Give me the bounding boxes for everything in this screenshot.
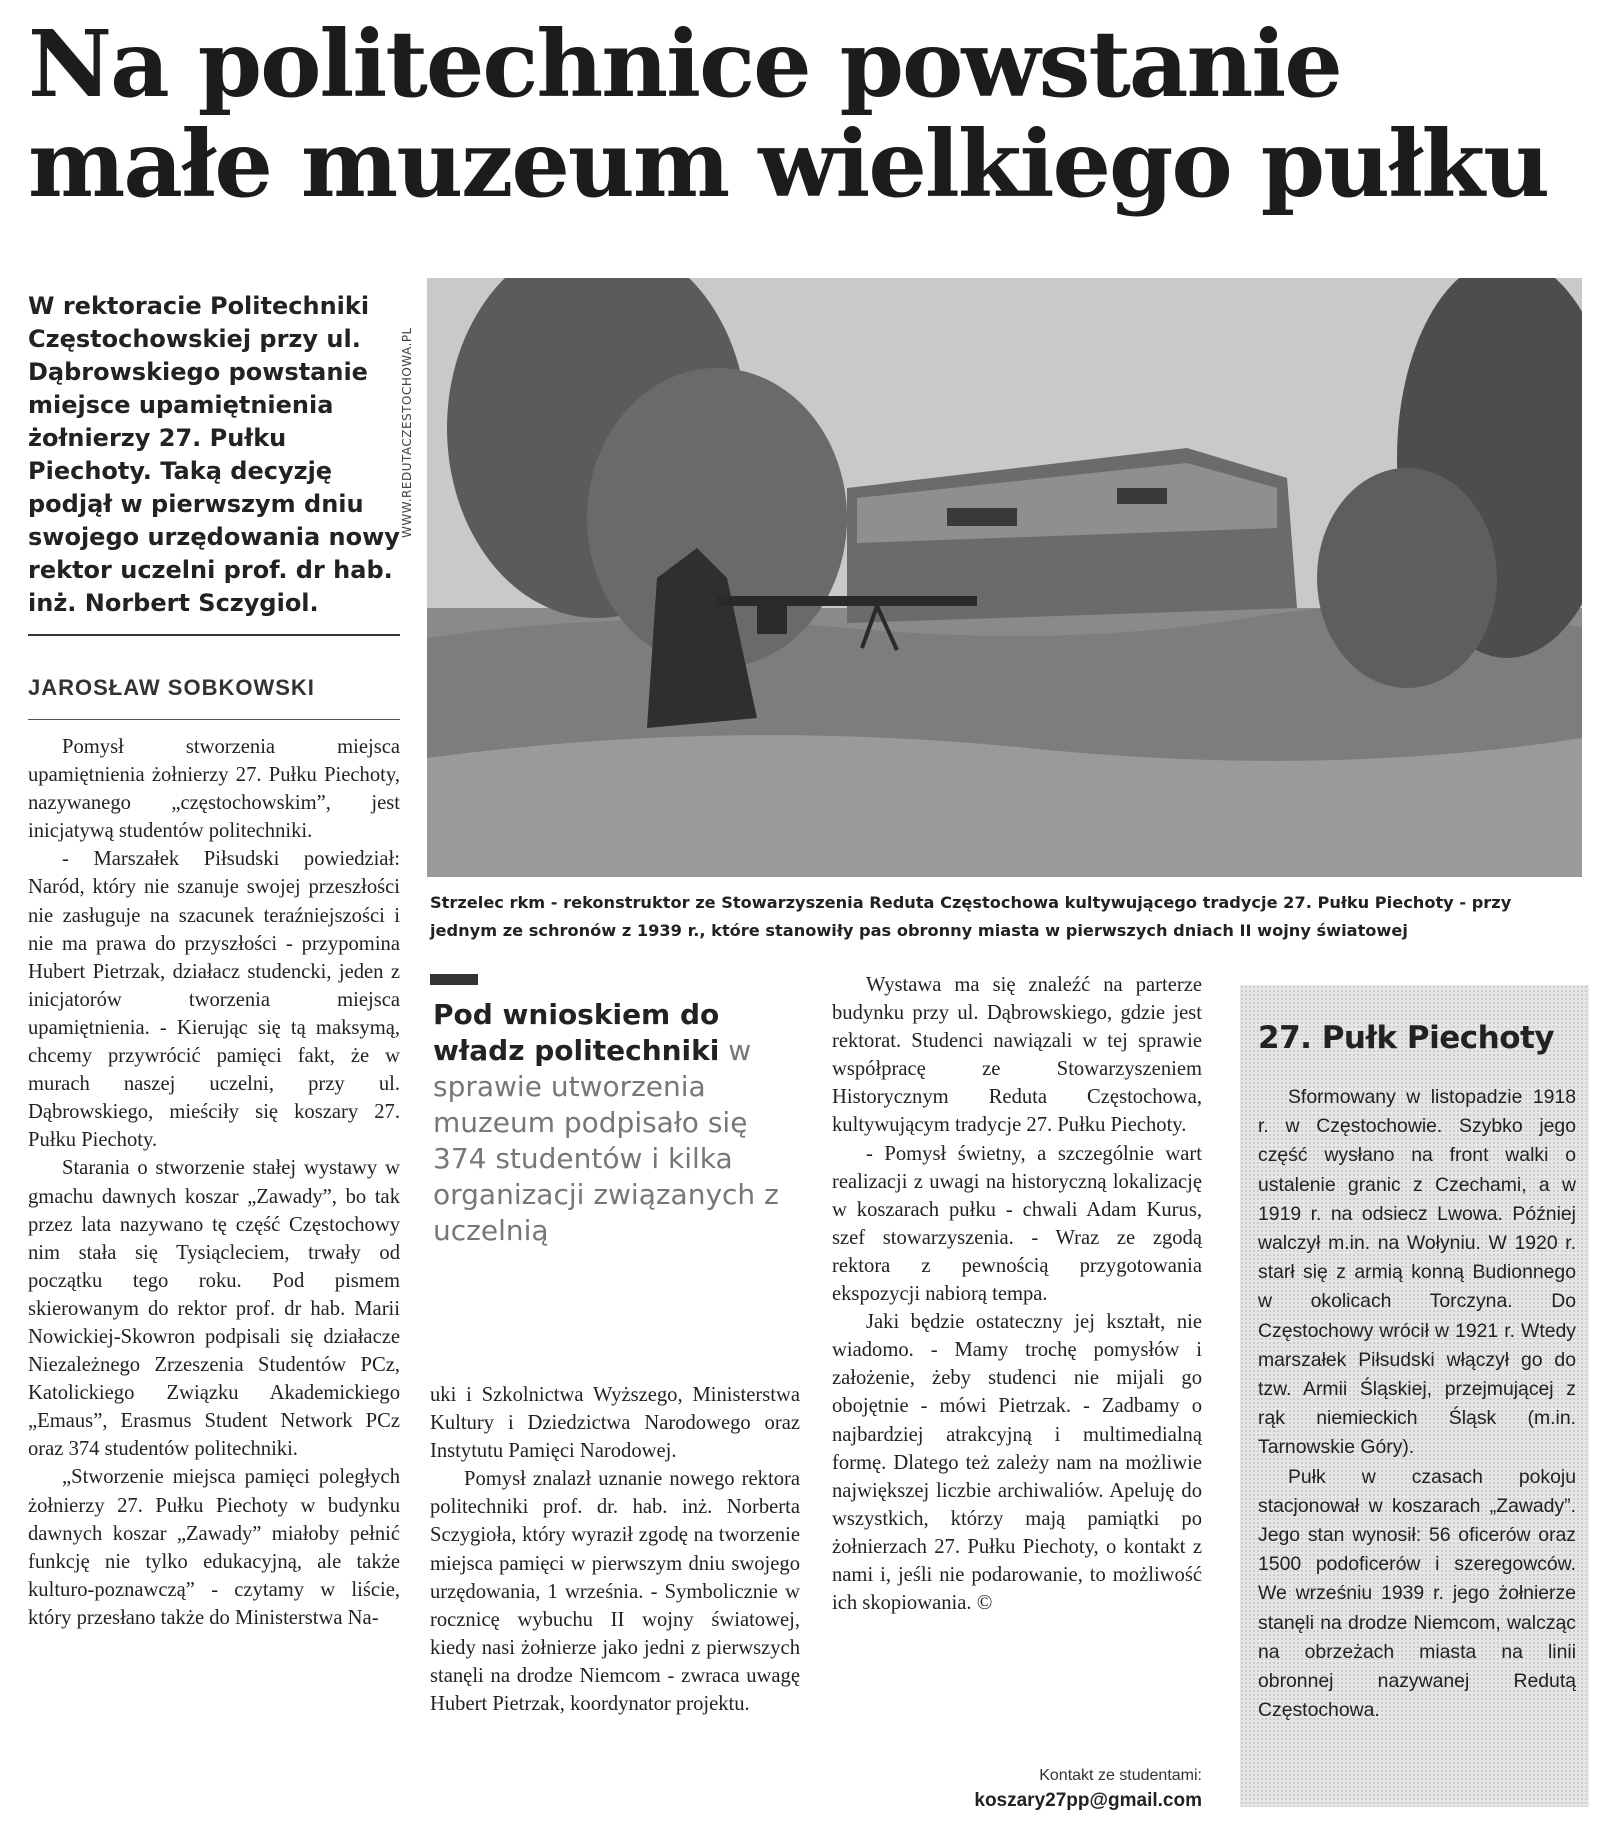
- pull-quote-rest: w sprawie utworzenia muzeum podpisało się 374 studentów i kilka organizacji związanych z uczelnią: [433, 1034, 779, 1247]
- sidebar-paragraph: Sformowany w listopadzie 1918 r. w Częstochowie. Szybko jego część wysłano na front walki o ustalenie granic z Czechami, a w 1919 r. na odsiecz Lwowa. Później walczył m.in. na Wołyniu. W 1920 r. starł się z armią konną Budionnego w okolicach Torczyna. Do Częstochowy wrócił w 1921 r. Wtedy marszałek Piłsudski włączył go do tzw. Armii Śląskiej, przejmującej z rąk niemieckich Śląsk (m.in. Tarnowskie Góry).: [1258, 1086, 1576, 1459]
- article-column-3: [832, 971, 1202, 1617]
- col1-paragraph: Pomysł stworzenia miejsca upamiętnienia żołnierzy 27. Pułku Piechoty, nazywanego „częstochowskim”, jest inicjatywą studentów politechniki.: [28, 736, 400, 843]
- photo-credit: WWW.REDUTACZESTOCHOWA.PL: [400, 327, 414, 538]
- author-divider: [28, 719, 400, 720]
- photo-caption: Strzelec rkm - rekonstruktor ze Stowarzyszenia Reduta Częstochowa kultywującego tradycje 27. Pułku Piechoty - przy jednym ze schronów z 1939 r., które stanowiły pas obronny miasta w pierwszych dniach II wojny światowej: [430, 893, 1512, 940]
- contact-email: koszary27pp@gmail.com: [974, 1790, 1202, 1811]
- article-photo: [427, 278, 1582, 877]
- article-column-1: [28, 733, 400, 1632]
- pull-quote: [433, 997, 803, 1249]
- sidebar-body: [1258, 1083, 1576, 1725]
- pull-quote-marker: [430, 974, 478, 985]
- col3-paragraph: - Pomysł świetny, a szczególnie wart realizacji z uwagi na historyczną lokalizację w koszarach pułku - chwali Adam Kurus, szef stowarzyszenia. - Wraz ze zgodą rektora z pewnością przygotowania ekspozycji nabiorą tempa.: [832, 1142, 1202, 1306]
- headline-line-2: małe muzeum wielkiego pułku: [28, 110, 1549, 218]
- contact-label: Kontakt ze studentami:: [1039, 1767, 1202, 1784]
- col1-paragraph: - Marszałek Piłsudski powiedział: Naród, który nie szanuje swojej przeszłości nie zasługuje na szacunek teraźniejszości i nie ma prawa do przyszłości - przypomina Hubert Pietrzak, działacz studencki, jeden z inicjatorów tworzenia miejsca upamiętnienia. - Kierując się tą maksymą, chcemy przywrócić pamięci fakt, że w murach naszej uczelni, przy ul. Dąbrowskiego, mieściły się koszary 27. Pułku Piechoty.: [28, 848, 400, 1152]
- lead-paragraph: W rektoracie Politechniki Częstochowskiej przy ul. Dąbrowskiego powstanie miejsce upamiętnienia żołnierzy 27. Pułku Piechoty. Taką decyzję podjął w pierwszym dniu swojego urzędowania nowy rektor uczelni prof. dr hab. inż. Norbert Sczygiol.: [28, 292, 400, 617]
- col2-paragraph: uki i Szkolnictwa Wyższego, Ministerstwa Kultury i Dziedzictwa Narodowego oraz Instytutu Pamięci Narodowej.: [430, 1384, 800, 1463]
- col3-paragraph: Wystawa ma się znaleźć na parterze budynku przy ul. Dąbrowskiego, gdzie jest rektorat. Studenci nawiązali w tej sprawie współpracę ze Stowarzyszeniem Historycznym Reduta Częstochowa, kultywującym tradycje 27. Pułku Piechoty.: [832, 974, 1202, 1137]
- col2-paragraph: Pomysł znalazł uznanie nowego rektora politechniki prof. dr. hab. inż. Norberta Sczygioła, który wyraził zgodę na tworzenie miejsca pamięci w pierwszym dniu swojego urzędowania, 1 września. - Symbolicznie w rocznicę wybuchu II wojny światowej, kiedy nasi żołnierze jako jedni z pierwszych stanęli na drodze Niemcom - zwraca uwagę Hubert Pietrzak, koordynator projektu.: [430, 1468, 800, 1716]
- sidebar-paragraph: Pułk w czasach pokoju stacjonował w koszarach „Zawady”. Jego stan wynosił: 56 oficerów oraz 1500 podoficerów i szeregowców. We wrześniu 1939 r. jego żołnierze stanęli na drodze Niemcom, walcząc na obrzeżach miasta na linii obronnej nazywanej Redutą Częstochowa.: [1258, 1465, 1576, 1722]
- pull-quote-lead: Pod wnioskiem do władz politechniki: [433, 998, 720, 1067]
- headline: [28, 10, 1588, 218]
- lead-divider: [28, 634, 400, 636]
- col3-paragraph: Jaki będzie ostateczny jej kształt, nie wiadomo. - Mamy trochę pomysłów i założenie, żeby studenci nie mijali go obojętnie - mówi Pietrzak. - Zadbamy o najbardziej atrakcyjną i multimedialną formę. Dlatego też zależy nam na możliwie największej liczbie archiwaliów. Apeluję do wszystkich, którzy mają pamiątki po żołnierzach 27. Pułku Piechoty, o kontakt z nami i, jeśli nie podarowanie, to możliwość ich skopiowania. ©: [832, 1311, 1202, 1615]
- col1-paragraph: Starania o stworzenie stałej wystawy w gmachu dawnych koszar „Zawady”, bo tak przez lata nazywano tę część Częstochowy nim stała się Tysiącleciem, trwały od początku tego roku. Pod pismem skierowanym do rektor prof. dr hab. Marii Nowickiej-Skowron podpisali się działacze Niezależnego Zrzeszenia Studentów PCz, Katolickiego Związku Akademickiego „Emaus”, Erasmus Student Network PCz oraz 374 studentów politechniki.: [28, 1157, 400, 1461]
- photo-illustration: [427, 278, 1582, 877]
- article-column-2: [430, 1381, 800, 1718]
- col1-paragraph: „Stworzenie miejsca pamięci poległych żołnierzy 27. Pułku Piechoty w budynku dawnych koszar „Zawady” miałoby pełnić funkcję nie tylko edukacyjną, ale także kulturo-poznawczą” - czytamy w liście, który przesłano także do Ministerstwa Na-: [28, 1466, 400, 1629]
- author-byline: JAROSŁAW SOBKOWSKI: [28, 675, 315, 700]
- headline-line-1: Na politechnice powstanie: [28, 10, 1341, 118]
- sidebar-title: 27. Pułk Piechoty: [1258, 1020, 1555, 1056]
